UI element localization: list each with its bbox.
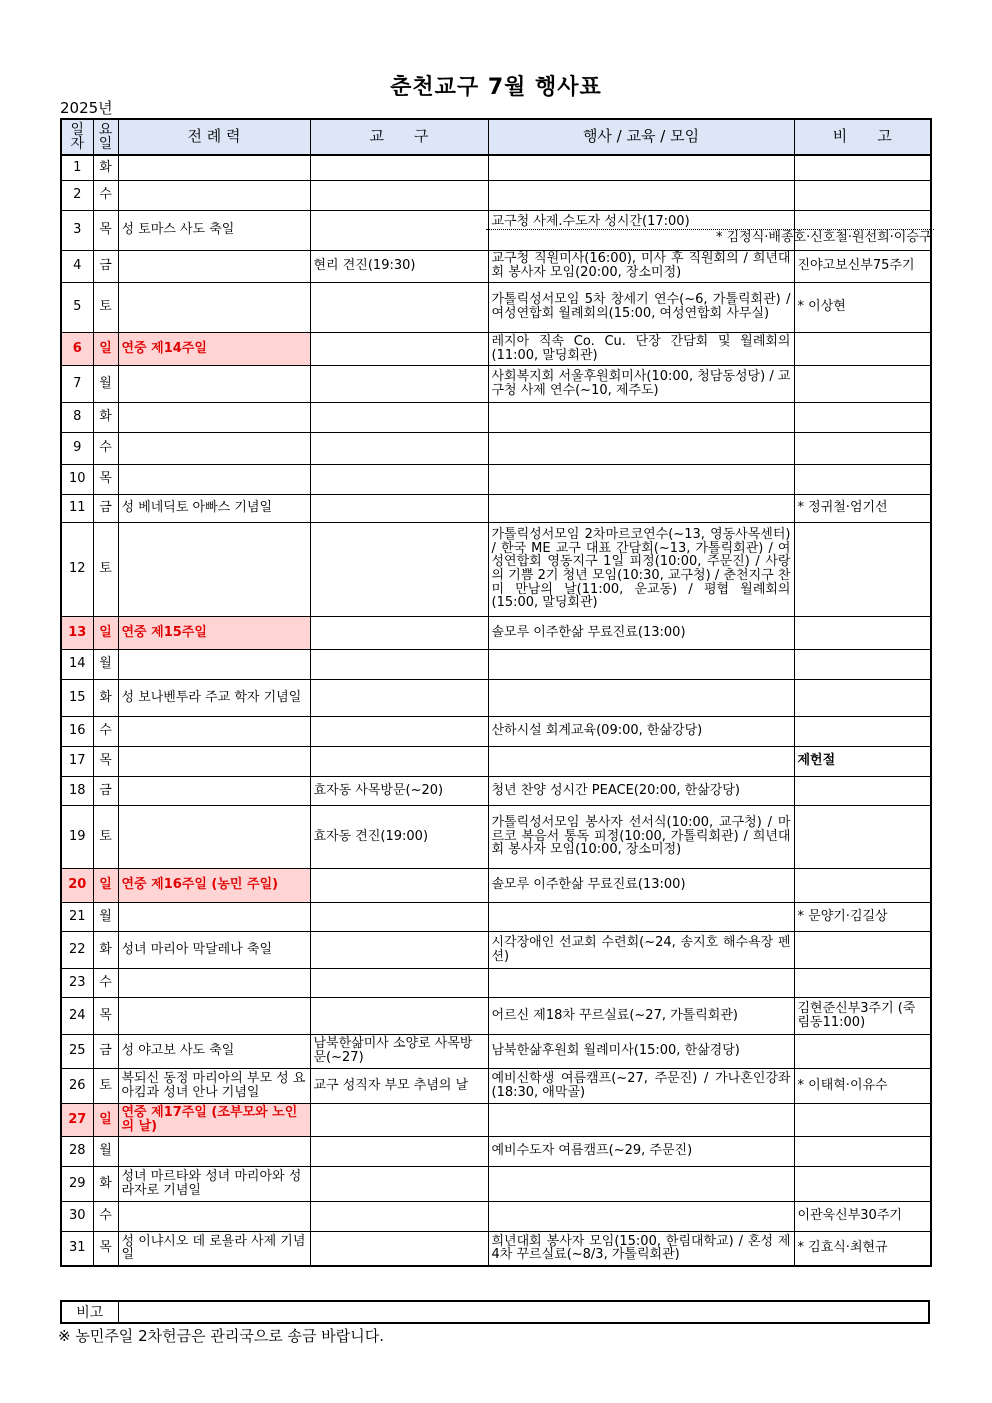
day-cell: 15: [61, 679, 93, 716]
liturgy-cell: 성 토마스 사도 축일: [118, 210, 310, 250]
day-cell: 31: [61, 1231, 93, 1266]
day-cell: 17: [61, 746, 93, 776]
events-cell: [488, 1201, 794, 1231]
liturgy-cell: [118, 968, 310, 997]
table-row: [61, 1034, 931, 1068]
note-cell: [794, 332, 931, 365]
table-row: [61, 746, 931, 776]
weekday-cell: 목: [93, 997, 118, 1034]
diocese-cell: [310, 365, 488, 402]
weekday-cell: 토: [93, 1068, 118, 1103]
liturgy-cell: 연중 제14주일: [118, 332, 310, 365]
events-cell: [488, 649, 794, 679]
liturgy-cell: [118, 365, 310, 402]
note-cell: * 이상현: [794, 282, 931, 332]
weekday-cell: 수: [93, 180, 118, 210]
day-cell: 7: [61, 365, 93, 402]
weekday-cell: 목: [93, 1231, 118, 1266]
day-cell: 19: [61, 805, 93, 868]
header-liturgy: 전 례 력: [118, 119, 310, 155]
diocese-cell: [310, 282, 488, 332]
weekday-cell: 금: [93, 1034, 118, 1068]
diocese-cell: [310, 432, 488, 464]
weekday-cell: 목: [93, 210, 118, 250]
day-cell: 8: [61, 402, 93, 432]
note-cell: [794, 522, 931, 616]
events-cell: 예비신학생 여름캠프(~27, 주문진) / 가나혼인강좌(18:30, 애막골): [488, 1068, 794, 1103]
table-row: [61, 902, 931, 931]
diocese-cell: [310, 1136, 488, 1166]
table-row: [61, 494, 931, 522]
day-cell: 14: [61, 649, 93, 679]
events-cell: 남북한삶후원회 월례미사(15:00, 한삶경당): [488, 1034, 794, 1068]
liturgy-cell: [118, 522, 310, 616]
schedule-table: [60, 118, 932, 1267]
weekday-cell: 일: [93, 332, 118, 365]
day-cell: 11: [61, 494, 93, 522]
table-row: [61, 522, 931, 616]
weekday-cell: 수: [93, 432, 118, 464]
day-cell: 23: [61, 968, 93, 997]
diocese-cell: [310, 402, 488, 432]
day-cell: 1: [61, 155, 93, 180]
liturgy-cell: [118, 1136, 310, 1166]
liturgy-cell: [118, 805, 310, 868]
events-cell: [488, 968, 794, 997]
table-row: [61, 805, 931, 868]
liturgy-cell: [118, 402, 310, 432]
weekday-cell: 목: [93, 746, 118, 776]
table-row: [61, 464, 931, 494]
footer-remarks-table: [60, 1300, 930, 1324]
table-row: [61, 776, 931, 805]
events-cell: 레지아 직속 Co. Cu. 단장 간담회 및 월례회의(11:00, 말딩회관): [488, 332, 794, 365]
note-cell: 진야고보신부75주기: [794, 250, 931, 282]
diocese-cell: [310, 522, 488, 616]
note-cell: [794, 1166, 931, 1201]
diocese-cell: [310, 180, 488, 210]
events-cell: 솔모루 이주한삶 무료진료(13:00): [488, 868, 794, 902]
liturgy-cell: [118, 282, 310, 332]
weekday-cell: 목: [93, 464, 118, 494]
liturgy-cell: 연중 제15주일: [118, 616, 310, 649]
day-cell: 22: [61, 931, 93, 968]
events-cell: [488, 402, 794, 432]
table-row: [61, 1166, 931, 1201]
events-cell: [488, 432, 794, 464]
footer-remarks-value: [118, 1301, 929, 1323]
day-cell: 9: [61, 432, 93, 464]
weekday-cell: 수: [93, 716, 118, 746]
events-cell: 희년대회 봉사자 모임(15:00, 한림대학교) / 혼성 제4차 꾸르실료(~8/3, 가톨릭회관): [488, 1231, 794, 1266]
weekday-cell: 월: [93, 1136, 118, 1166]
liturgy-cell: [118, 776, 310, 805]
weekday-cell: 월: [93, 365, 118, 402]
liturgy-cell: 성 야고보 사도 축일: [118, 1034, 310, 1068]
day-cell: 3: [61, 210, 93, 250]
weekday-cell: 일: [93, 868, 118, 902]
events-cell: 가톨릭성서모임 2차마르코연수(~13, 영동사목센터) / 한국 ME 교구 대표 간담회(~13, 가톨릭회관) / 여성연합회 영동지구 1일 피정(10:00, 주문진) / 사랑의 기쁨 2기 청년 모임(10:30, 교구청) / 춘천지구 찬미 만남의 날(11:00, 운교동) / 평협 월례회의(15:00, 말딩회관): [488, 522, 794, 616]
day-cell: 2: [61, 180, 93, 210]
day-cell: 4: [61, 250, 93, 282]
liturgy-cell: [118, 902, 310, 931]
note-cell: [794, 968, 931, 997]
table-row: [61, 997, 931, 1034]
liturgy-cell: 복되신 동정 마리아의 부모 성 요아킴과 성녀 안나 기념일: [118, 1068, 310, 1103]
weekday-cell: 수: [93, 1201, 118, 1231]
table-row: [61, 282, 931, 332]
events-cell: 어르신 제18차 꾸르실료(~27, 가톨릭회관): [488, 997, 794, 1034]
note-cell: [794, 716, 931, 746]
note-cell: [794, 616, 931, 649]
table-row: [61, 332, 931, 365]
liturgy-cell: 연중 제17주일 (조부모와 노인의 날): [118, 1103, 310, 1136]
page-title: 춘천교구 7월 행사표: [390, 75, 602, 100]
header-row: [61, 119, 931, 155]
note-cell: [794, 868, 931, 902]
events-cell: [488, 180, 794, 210]
diocese-cell: [310, 1166, 488, 1201]
day-cell: 27: [61, 1103, 93, 1136]
diocese-cell: [310, 746, 488, 776]
note-cell: [794, 1103, 931, 1136]
weekday-cell: 토: [93, 282, 118, 332]
day-cell: 18: [61, 776, 93, 805]
note-cell: [794, 1136, 931, 1166]
table-row: [61, 155, 931, 180]
diocese-cell: [310, 997, 488, 1034]
liturgy-cell: [118, 250, 310, 282]
liturgy-cell: [118, 180, 310, 210]
diocese-cell: [310, 332, 488, 365]
weekday-cell: 금: [93, 776, 118, 805]
table-row: [61, 210, 931, 250]
liturgy-cell: [118, 155, 310, 180]
weekday-cell: 화: [93, 931, 118, 968]
note-cell: [794, 776, 931, 805]
table-row: [61, 180, 931, 210]
note-cell: * 이태혁·이유수: [794, 1068, 931, 1103]
liturgy-cell: 성녀 마르타와 성녀 마리아와 성 라자로 기념일: [118, 1166, 310, 1201]
table-row: [61, 365, 931, 402]
table-row: [61, 402, 931, 432]
table-row: [61, 1068, 931, 1103]
note-cell: 제헌절: [794, 746, 931, 776]
weekday-cell: 금: [93, 250, 118, 282]
day-cell: 20: [61, 868, 93, 902]
note-cell: [794, 649, 931, 679]
day-cell: 13: [61, 616, 93, 649]
weekday-cell: 토: [93, 805, 118, 868]
table-row: [61, 931, 931, 968]
weekday-cell: 토: [93, 522, 118, 616]
footnote: ※ 농민주일 2차헌금은 관리국으로 송금 바랍니다.: [58, 1327, 385, 1345]
events-cell: [488, 155, 794, 180]
day-cell: 16: [61, 716, 93, 746]
events-cell: [488, 679, 794, 716]
day-cell: 28: [61, 1136, 93, 1166]
day-cell: 30: [61, 1201, 93, 1231]
events-cell: [488, 902, 794, 931]
events-cell: [488, 1166, 794, 1201]
weekday-cell: 화: [93, 679, 118, 716]
footer-remarks-label: 비고: [61, 1301, 118, 1323]
events-cell: 산하시설 회계교육(09:00, 한삶강당): [488, 716, 794, 746]
note-cell: [794, 805, 931, 868]
diocese-cell: [310, 679, 488, 716]
weekday-cell: 수: [93, 968, 118, 997]
diocese-cell: [310, 649, 488, 679]
events-cell: [488, 464, 794, 494]
events-cell: [488, 210, 932, 250]
weekday-cell: 화: [93, 1166, 118, 1201]
events-cell: 시각장애인 선교회 수련회(~24, 송지호 해수욕장 펜션): [488, 931, 794, 968]
table-row: [61, 649, 931, 679]
liturgy-cell: 연중 제16주일 (농민 주일): [118, 868, 310, 902]
liturgy-cell: [118, 997, 310, 1034]
header-note: 비 고: [794, 119, 931, 155]
year-label: 2025년: [60, 99, 113, 117]
liturgy-cell: 성 베네딕토 아빠스 기념일: [118, 494, 310, 522]
liturgy-cell: [118, 649, 310, 679]
day-cell: 29: [61, 1166, 93, 1201]
liturgy-cell: [118, 432, 310, 464]
day-cell: 12: [61, 522, 93, 616]
diocese-cell: [310, 1231, 488, 1266]
table-row: [61, 1201, 931, 1231]
weekday-cell: 월: [93, 649, 118, 679]
diocese-cell: [310, 494, 488, 522]
header-day: 일 자: [61, 119, 93, 155]
table-row: [61, 1231, 931, 1266]
table-row: [61, 616, 931, 649]
table-row: [61, 716, 931, 746]
note-cell: [794, 402, 931, 432]
diocese-cell: [310, 210, 488, 250]
day-cell: 21: [61, 902, 93, 931]
note-cell: 이관욱신부30주기: [794, 1201, 931, 1231]
events-cell: 사회복지회 서울후원회미사(10:00, 청담동성당) / 교구청 사제 연수(~10, 제주도): [488, 365, 794, 402]
table-row: [61, 432, 931, 464]
events-cell: [488, 746, 794, 776]
events-cell: 교구청 직원미사(16:00), 미사 후 직원회의 / 희년대회 봉사자 모임(20:00, 장소미정): [488, 250, 794, 282]
diocese-cell: [310, 616, 488, 649]
diocese-cell: [310, 1201, 488, 1231]
diocese-cell: [310, 868, 488, 902]
note-cell: * 문양기·김길상: [794, 902, 931, 931]
day-cell: 5: [61, 282, 93, 332]
events-cell: 청년 찬양 성시간 PEACE(20:00, 한삶강당): [488, 776, 794, 805]
events-cell: 솔모루 이주한삶 무료진료(13:00): [488, 616, 794, 649]
diocese-cell: 남북한삶미사 소양로 사목방문(~27): [310, 1034, 488, 1068]
diocese-cell: [310, 155, 488, 180]
day-cell: 26: [61, 1068, 93, 1103]
note-cell: [794, 432, 931, 464]
note-cell: [794, 365, 931, 402]
events-text: 교구청 사제.수도자 성시간(17:00): [491, 214, 690, 230]
weekday-cell: 금: [93, 494, 118, 522]
diocese-cell: 효자동 견진(19:00): [310, 805, 488, 868]
note-cell: [794, 464, 931, 494]
table-row: [61, 968, 931, 997]
note-cell: * 정귀철·엄기선: [794, 494, 931, 522]
day-cell: 24: [61, 997, 93, 1034]
table-row: [61, 868, 931, 902]
events-cell: 예비수도자 여름캠프(~29, 주문진): [488, 1136, 794, 1166]
liturgy-cell: 성녀 마리아 막달레나 축일: [118, 931, 310, 968]
diocese-cell: 현리 견진(19:30): [310, 250, 488, 282]
day-cell: 25: [61, 1034, 93, 1068]
note-cell: [794, 180, 931, 210]
note-cell: [794, 155, 931, 180]
diocese-cell: [310, 1103, 488, 1136]
weekday-cell: 일: [93, 616, 118, 649]
day-cell: 6: [61, 332, 93, 365]
header-diocese: 교 구: [310, 119, 488, 155]
diocese-cell: [310, 931, 488, 968]
day-cell: 10: [61, 464, 93, 494]
weekday-cell: 일: [93, 1103, 118, 1136]
note-cell: [794, 1034, 931, 1068]
diocese-cell: [310, 968, 488, 997]
liturgy-cell: [118, 746, 310, 776]
diocese-cell: [310, 716, 488, 746]
liturgy-cell: [118, 716, 310, 746]
table-row: [61, 679, 931, 716]
weekday-cell: 화: [93, 155, 118, 180]
events-cell: [488, 1103, 794, 1136]
note-cell: [794, 679, 931, 716]
note-cell: [794, 931, 931, 968]
liturgy-cell: [118, 1201, 310, 1231]
diocese-cell: 효자동 사목방문(~20): [310, 776, 488, 805]
events-sub-text: * 김정식·배종호·신호철·원선희·이승구: [486, 229, 934, 245]
liturgy-cell: [118, 464, 310, 494]
events-cell: [488, 494, 794, 522]
table-row: [61, 250, 931, 282]
liturgy-cell: 성 이냐시오 데 로욜라 사제 기념일: [118, 1231, 310, 1266]
diocese-cell: [310, 902, 488, 931]
header-weekday: 요 일: [93, 119, 118, 155]
table-row: [61, 1136, 931, 1166]
events-cell: 가톨릭성서모임 5차 창세기 연수(~6, 가톨릭회관) / 여성연합회 월례회의(15:00, 여성연합회 사무실): [488, 282, 794, 332]
events-cell: 가톨릭성서모임 봉사자 선서식(10:00, 교구청) / 마르코 복음서 통독 피정(10:00, 가톨릭회관) / 희년대회 봉사자 모임(10:00, 장소미정): [488, 805, 794, 868]
weekday-cell: 화: [93, 402, 118, 432]
diocese-cell: [310, 464, 488, 494]
diocese-cell: 교구 성직자 부모 추념의 날: [310, 1068, 488, 1103]
weekday-cell: 월: [93, 902, 118, 931]
table-row: [61, 1103, 931, 1136]
note-cell: * 김효식·최현규: [794, 1231, 931, 1266]
note-cell: 김현준신부3주기 (죽림동11:00): [794, 997, 931, 1034]
header-events: 행사 / 교육 / 모임: [488, 119, 794, 155]
liturgy-cell: 성 보나벤투라 주교 학자 기념일: [118, 679, 310, 716]
